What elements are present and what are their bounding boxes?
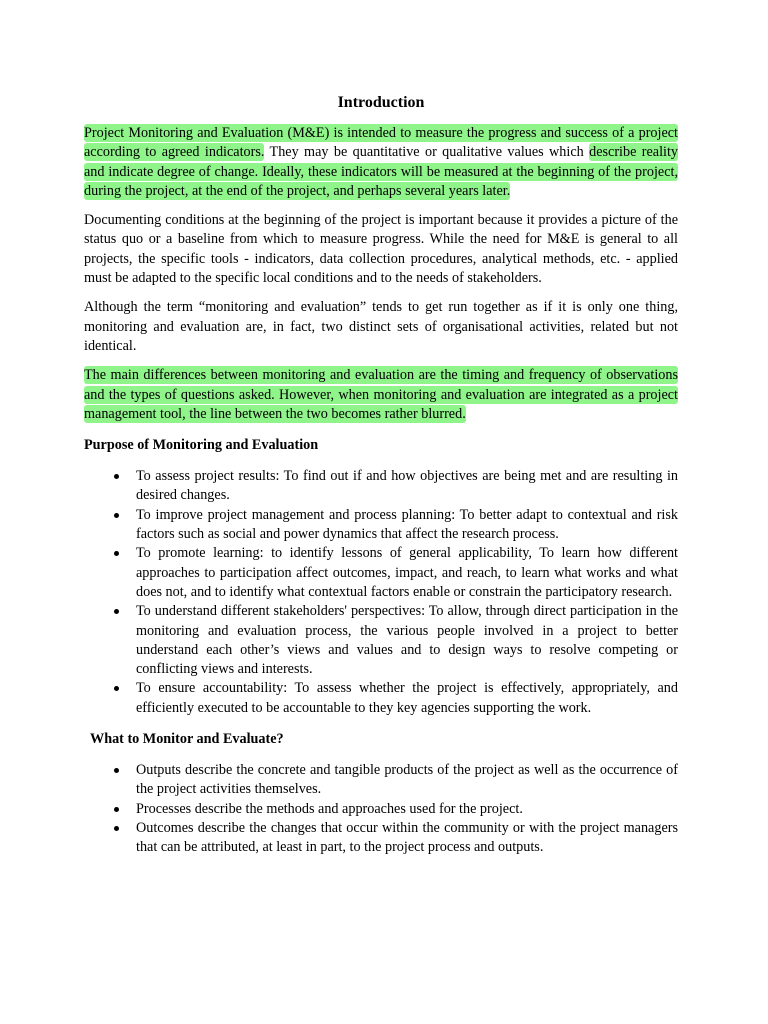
section-heading-what-to-monitor: What to Monitor and Evaluate? [90,731,284,748]
page-title: Introduction [337,94,425,111]
what-to-monitor-list [84,761,678,857]
list-item: To ensure accountability: To assess whether the project is effectively, appropriately, and efficiently executed to be accountable to they key agencies supporting the work. [84,679,678,718]
intro-paragraph-4 [84,366,678,424]
list-item: Outcomes describe the changes that occur within the community or with the project managers that can be attributed, at least in part, to the project process and outputs. [84,819,678,858]
list-item: To assess project results: To find out if and how objectives are being met and are resulting in desired changes. [84,467,678,506]
highlighted-text: Project Monitoring and Evaluation (M&E) is intended to measure the progress and success of a project according to agreed indicators. [84,125,678,161]
highlighted-text: describe reality and indicate degree of change. Ideally, these indicators will be measured at the beginning of the project, during the project, at the end of the project, and perhaps several years later. [84,144,678,199]
document-page [84,92,678,866]
list-item: To promote learning: to identify lessons of general applicability, To learn how different approaches to participation affect outcomes, impact, and reach, to learn what works and what does not, and to identify what contextual factors enable or constrain the participatory research. [84,544,678,602]
list-item: Outputs describe the concrete and tangible products of the project as well as the occurrence of the project activities themselves. [84,761,678,800]
list-item: To understand different stakeholders' perspectives: To allow, through direct participation in the monitoring and evaluation process, the various people involved in a project to better understand each other’s views and values and to design ways to resolve competing or conflicting views and interests. [84,602,678,679]
list-item: To improve project management and process planning: To better adapt to contextual and risk factors such as social and power dynamics that affect the research process. [84,506,678,545]
purpose-list [84,467,678,718]
intro-paragraph-2: Documenting conditions at the beginning of the project is important because it provides a picture of the status quo or a baseline from which to measure progress. While the need for M&E is general to all projects, the specific tools - indicators, data collection procedures, analytical methods, etc. - applied must be adapted to the specific local conditions and to the needs of stakeholders. [84,212,678,287]
intro-paragraph-3: Although the term “monitoring and evaluation” tends to get run together as if it is only one thing, monitoring and evaluation are, in fact, two distinct sets of organisational activities, related but not identical. [84,299,678,354]
intro-paragraph-1 [84,124,678,201]
plain-text: They may be quantitative or qualitative values which [264,144,590,161]
highlighted-text: The main differences between monitoring and evaluation are the timing and frequency of observations and the types of questions asked. However, when monitoring and evaluation are integrated as a project management tool, the line between the two becomes rather blurred. [84,367,678,422]
list-item: Processes describe the methods and approaches used for the project. [84,800,678,819]
section-heading-purpose: Purpose of Monitoring and Evaluation [84,437,319,454]
